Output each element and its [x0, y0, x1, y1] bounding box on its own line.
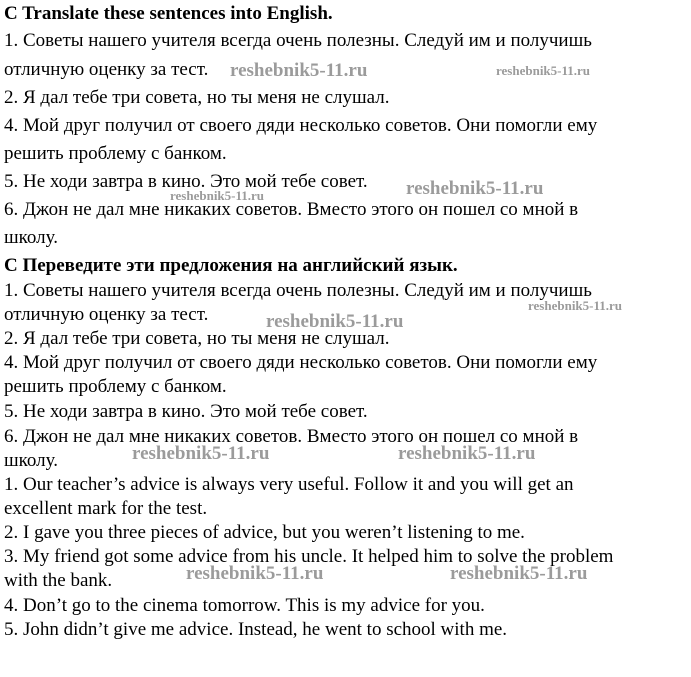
answer-line: 5. John didn’t give me advice. Instead, he went to school with me. — [4, 619, 508, 640]
watermark: reshebnik5-11.ru — [186, 563, 324, 584]
section-2-line: 4. Мой друг получил от своего дяди несколько советов. Они помогли ему — [4, 352, 598, 373]
section-1-line: 2. Я дал тебе три совета, но ты меня не слушал. — [4, 87, 390, 108]
answer-line: 3. My friend got some advice from his uncle. It helped him to solve the problem — [4, 546, 614, 567]
answer-line: 4. Don’t go to the cinema tomorrow. This is my advice for you. — [4, 595, 485, 616]
section-1-line: решить проблему с банком. — [4, 143, 227, 164]
section-1-line: 1. Советы нашего учителя всегда очень полезны. Следуй им и получишь — [4, 30, 592, 51]
section-1-heading: C Translate these sentences into English. — [4, 3, 333, 24]
section-2-line: 6. Джон не дал мне никаких советов. Вместо этого он пошел со мной в — [4, 426, 579, 447]
watermark: reshebnik5-11.ru — [398, 443, 536, 464]
section-1-line: школу. — [4, 227, 58, 248]
section-1-line: 5. Не ходи завтра в кино. Это мой тебе совет. — [4, 171, 368, 192]
section-2-line: отличную оценку за тест. — [4, 304, 209, 325]
answer-line: 1. Our teacher’s advice is always very useful. Follow it and you will get an — [4, 474, 574, 495]
watermark: reshebnik5-11.ru — [528, 298, 623, 313]
section-2-line: 2. Я дал тебе три совета, но ты меня не слушал. — [4, 328, 390, 349]
answer-line: 2. I gave you three pieces of advice, but you weren’t listening to me. — [4, 522, 525, 543]
answer-line: excellent mark for the test. — [4, 498, 208, 519]
watermark: reshebnik5-11.ru — [132, 443, 270, 464]
watermark: reshebnik5-11.ru — [496, 63, 591, 78]
watermark: reshebnik5-11.ru — [266, 311, 404, 332]
answer-line: with the bank. — [4, 570, 113, 591]
section-2-line: 5. Не ходи завтра в кино. Это мой тебе совет. — [4, 401, 368, 422]
watermark: reshebnik5-11.ru — [450, 563, 588, 584]
watermark: reshebnik5-11.ru — [406, 178, 544, 199]
section-1-line: 6. Джон не дал мне никаких советов. Вместо этого он пошел со мной в — [4, 199, 579, 220]
section-2-heading: C Переведите эти предложения на английский язык. — [4, 255, 458, 276]
section-1-line: 4. Мой друг получил от своего дяди несколько советов. Они помогли ему — [4, 115, 598, 136]
section-2-line: решить проблему с банком. — [4, 376, 227, 397]
watermark: reshebnik5-11.ru — [170, 188, 265, 203]
watermark: reshebnik5-11.ru — [230, 60, 368, 81]
section-1-line: отличную оценку за тест. — [4, 59, 209, 80]
section-2-line: школу. — [4, 450, 58, 471]
section-2-line: 1. Советы нашего учителя всегда очень полезны. Следуй им и получишь — [4, 280, 592, 301]
